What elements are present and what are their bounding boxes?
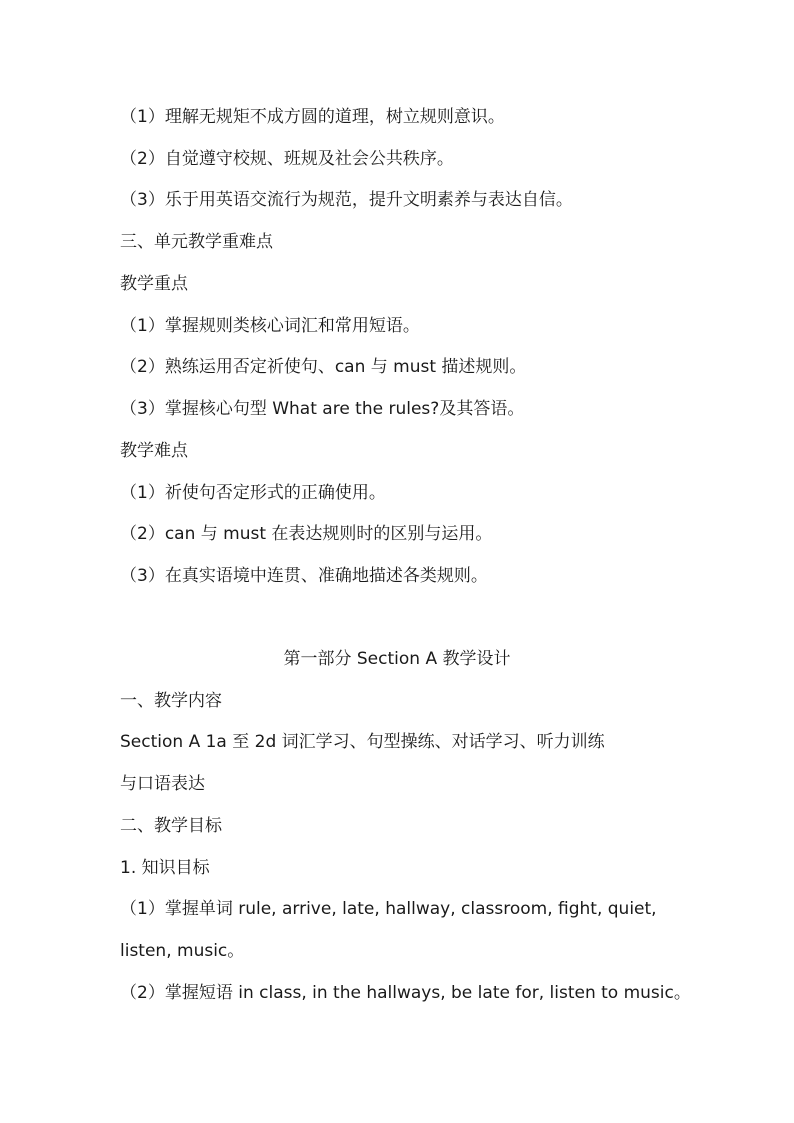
heading-teaching-goals: 二、教学目标 [120,816,222,836]
knowledge-goal-1-line-1: （1）掌握单词 rule, arrive, late, hallway, classroom, fight, quiet, [120,899,657,919]
difficult-point-2: （2）can 与 must 在表达规则时的区别与运用。 [120,524,493,544]
part-title: 第一部分 Section A 教学设计 [283,649,511,669]
difficult-point-3: （3）在真实语境中连贯、准确地描述各类规则。 [120,566,488,586]
objective-line-3: （3）乐于用英语交流行为规范，提升文明素养与表达自信。 [120,190,573,210]
key-point-3: （3）掌握核心句型 What are the rules?及其答语。 [120,399,525,419]
objective-line-1: （1）理解无规矩不成方圆的道理，树立规则意识。 [120,107,505,127]
objective-line-2: （2）自觉遵守校规、班规及社会公共秩序。 [120,149,454,169]
teaching-content-line-2: 与口语表达 [120,774,205,794]
section-heading-key-points: 三、单元教学重难点 [120,232,273,252]
teaching-content-line-1: Section A 1a 至 2d 词汇学习、句型操练、对话学习、听力训练 [120,732,605,752]
difficult-point-1: （1）祈使句否定形式的正确使用。 [120,483,386,503]
heading-teaching-content: 一、教学内容 [120,691,222,711]
subheading-key-points: 教学重点 [120,274,188,294]
subheading-knowledge-goals: 1. 知识目标 [120,858,210,878]
knowledge-goal-2: （2）掌握短语 in class, in the hallways, be late for, listen to music。 [120,983,691,1003]
knowledge-goal-1-line-2: listen, music。 [120,941,245,961]
key-point-2: （2）熟练运用否定祈使句、can 与 must 描述规则。 [120,357,527,377]
subheading-difficult-points: 教学难点 [120,441,188,461]
key-point-1: （1）掌握规则类核心词汇和常用短语。 [120,316,420,336]
